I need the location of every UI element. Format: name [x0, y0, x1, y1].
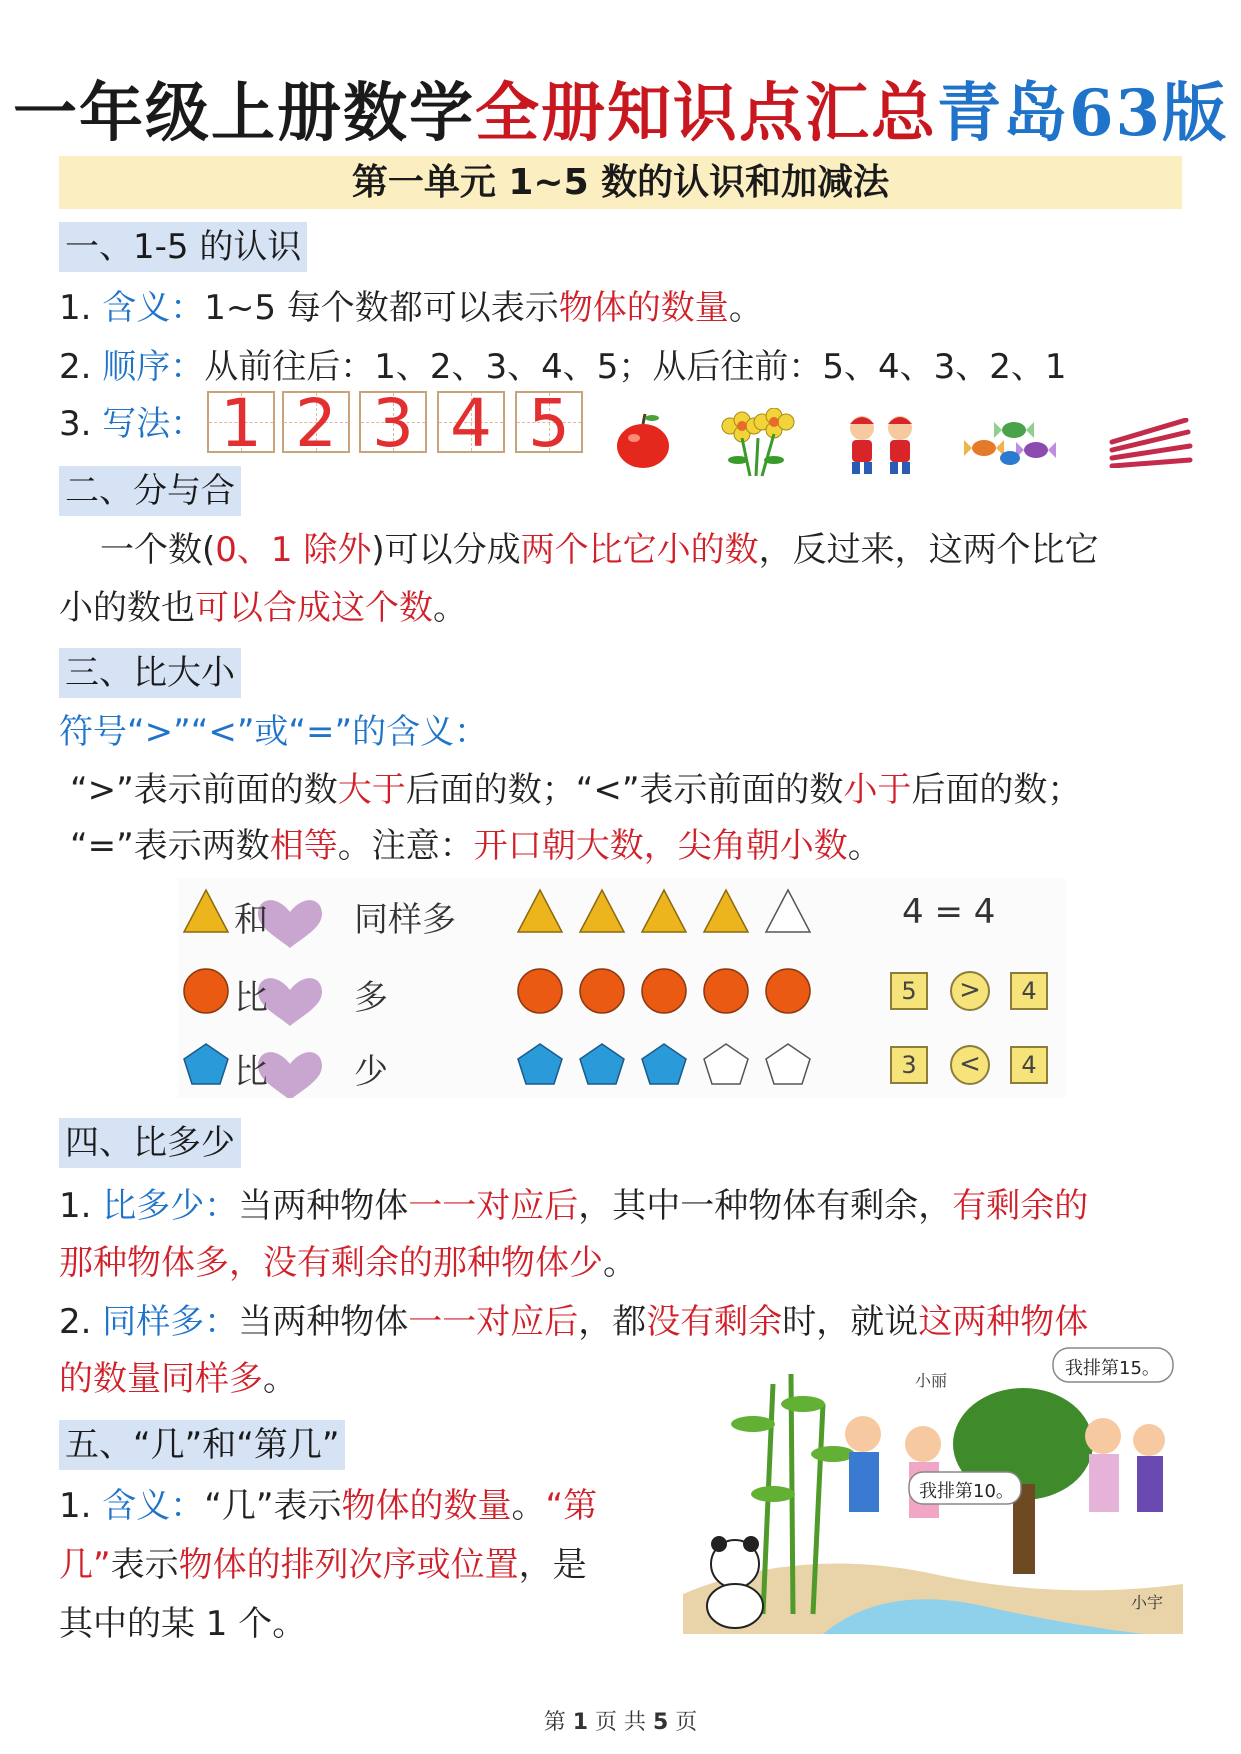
- s1-item1: 1. 含义：1~5 每个数都可以表示物体的数量。: [59, 288, 763, 328]
- row1-word2: 同样多: [354, 900, 456, 940]
- s4-item1-line2: 那种物体多，没有剩余的那种物体少。: [59, 1243, 637, 1283]
- current-page: 1: [572, 1710, 588, 1735]
- s4-item2-line1: 2. 同样多：当两种物体一一对应后，都没有剩余时，就说这两种物体: [59, 1302, 1089, 1342]
- writing-grid-3: 3: [359, 391, 427, 453]
- row2-symbol: >: [950, 971, 990, 1011]
- s1-item3: 3. 写法：: [59, 404, 205, 444]
- section1-heading: 一、1-5 的认识: [59, 222, 307, 272]
- row3-right-number: 4: [1010, 1046, 1048, 1084]
- flowers-icon: [712, 408, 804, 480]
- title-part1: 一年级上册数学: [12, 76, 475, 151]
- s5-line3: 其中的某 1 个。: [59, 1604, 307, 1644]
- section5-heading: 五、“几”和“第几”: [59, 1420, 345, 1470]
- page-footer: 第 1 页 共 5 页: [543, 1710, 698, 1735]
- s2-paragraph-line1: 一个数(0、1 除外)可以分成两个比它小的数，反过来，这两个比它: [100, 530, 1099, 570]
- row2-right-number: 4: [1010, 972, 1048, 1010]
- comparison-diagram: [178, 878, 1066, 1098]
- total-pages: 5: [652, 1710, 669, 1735]
- row2-word2: 多: [354, 978, 388, 1018]
- apple-icon: [612, 410, 674, 470]
- s5-line2: 几”表示物体的排列次序或位置，是: [59, 1545, 587, 1585]
- s4-item1-line1: 1. 比多少：当两种物体一一对应后，其中一种物体有剩余，有剩余的: [59, 1186, 1089, 1226]
- row2-word1: 比: [234, 978, 268, 1018]
- candies-icon: [962, 410, 1062, 472]
- page-title: [0, 62, 1241, 154]
- section4-heading: 四、比多少: [59, 1118, 241, 1168]
- speech-bubble-10: 我排第10。: [919, 1481, 1014, 1502]
- writing-grid-1: 1: [207, 391, 275, 453]
- writing-grid-5: 5: [515, 391, 583, 453]
- row1-word1: 和: [234, 900, 268, 940]
- s5-line1: 1. 含义：“几”表示物体的数量。“第: [59, 1486, 598, 1526]
- section2-heading: 二、分与合: [59, 466, 241, 516]
- writing-grid-2: 2: [282, 391, 350, 453]
- section3-heading: 三、比大小: [59, 648, 241, 698]
- title-part2: 全册知识点汇总: [474, 76, 937, 151]
- row3-symbol: <: [950, 1045, 990, 1085]
- unit-title: 第一单元 1~5 数的认识和加减法: [59, 156, 1182, 209]
- s3-line2: “=”表示两数相等。注意：开口朝大数，尖角朝小数。: [70, 826, 882, 866]
- s4-item2-line2: 的数量同样多。: [59, 1359, 297, 1399]
- row3-left-number: 3: [890, 1046, 928, 1084]
- queue-scene-illustration: [683, 1344, 1183, 1634]
- s3-line1: “>”表示前面的数大于后面的数；“<”表示前面的数小于后面的数；: [70, 770, 1082, 810]
- row2-left-number: 5: [890, 972, 928, 1010]
- row1-expression: 4 = 4: [902, 892, 996, 932]
- s2-paragraph-line2: 小的数也可以合成这个数。: [59, 588, 467, 628]
- title-part3: 青岛63版: [936, 76, 1229, 151]
- boys-icon: [842, 408, 924, 478]
- s3-symbol-title: 符号“>”“<”或“=”的含义：: [59, 712, 489, 752]
- scene-name-xiaoli: 小丽: [915, 1371, 948, 1390]
- row3-word2: 少: [354, 1052, 388, 1092]
- speech-bubble-15: 我排第15。: [1065, 1358, 1160, 1379]
- pencils-icon: [1108, 418, 1194, 468]
- scene-name-xiaoyu: 小宇: [1131, 1593, 1164, 1612]
- writing-grid-4: 4: [437, 391, 505, 453]
- row3-word1: 比: [234, 1052, 268, 1092]
- s1-item2: 2. 顺序：从前往后：1、2、3、4、5；从后往前：5、4、3、2、1: [59, 347, 1067, 387]
